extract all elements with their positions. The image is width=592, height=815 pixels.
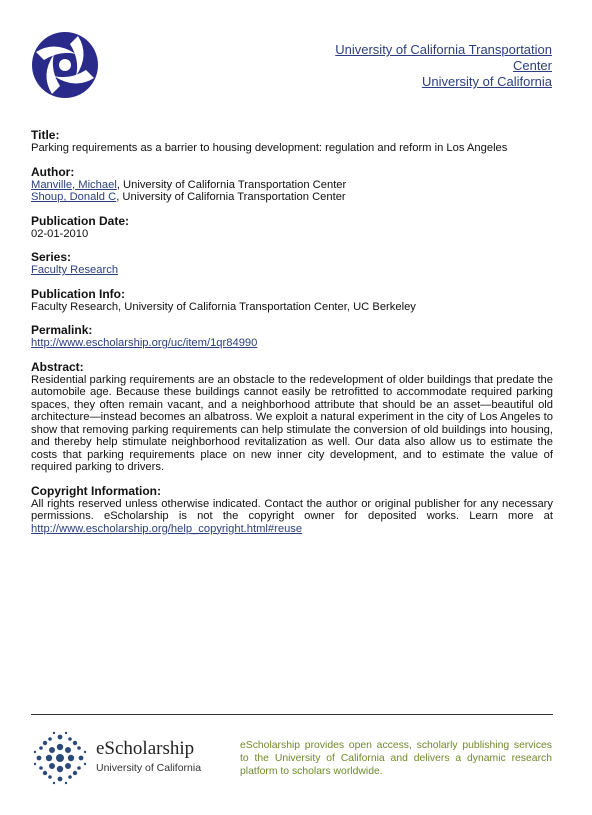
escholarship-subtitle: University of California	[96, 762, 202, 774]
publication-info-label: Publication Info:	[31, 286, 125, 301]
institution-link-center[interactable]: Center	[512, 58, 552, 73]
author-affiliation: , University of California Transportation Center	[116, 178, 347, 191]
permalink-link[interactable]: http://www.escholarship.org/uc/item/1qr84990	[31, 337, 258, 349]
series-label: Series:	[31, 250, 72, 264]
abstract-text: Residential parking requirements are an obstacle to the redevelopment of older buildings that predate the automobile age. Because these buildings cannot easily be retrofitted to accommodate required parking spaces, they often remain vacant, and a neighborhood attribute that should be an asset—beautiful old architecture—instead becomes an albatross. We exploit a natural experiment in the city of Los Angeles to show that removing parking requirements can help stimulate the conversion of old buildings into housing, and thereby help stimulate neighborhood revitalization as well. Our data also allow us to estimate the costs that parking requirements place on new inner city development, and to estimate the value of required parking to drivers.	[31, 373, 553, 473]
copyright-body: All rights reserved unless otherwise indicated. Contact the author or original publisher for any necessary permissions. eScholarship is not the copyright owner for deposited works. Learn more at	[31, 497, 553, 522]
publication-date: 02-01-2010	[31, 227, 89, 240]
author-line	[31, 191, 553, 204]
publication-info: Faculty Research, University of California Transportation Center, UC Berkeley	[31, 300, 416, 313]
series-line	[31, 264, 553, 277]
copyright-link[interactable]: http://www.escholarship.org/help_copyright.html#reuse	[31, 522, 303, 535]
escholarship-brand: eScholarship	[96, 738, 195, 759]
author-link[interactable]: Shoup, Donald C	[31, 191, 117, 203]
footer-divider	[31, 714, 553, 715]
author-affiliation: , University of California Transportation Center	[116, 191, 346, 203]
institution-links	[335, 42, 552, 90]
record-metadata	[31, 128, 553, 535]
escholarship-logo-icon	[32, 730, 88, 786]
title-label: Title:	[31, 128, 60, 142]
author-label: Author:	[31, 164, 75, 179]
institution-link-uc[interactable]: University of California	[421, 74, 552, 89]
institution-link-uctc[interactable]: University of California Transportation	[335, 42, 552, 57]
abstract-label: Abstract:	[31, 359, 84, 374]
series-link[interactable]: Faculty Research	[31, 264, 119, 276]
publication-date-label: Publication Date:	[31, 213, 130, 228]
permalink-label: Permalink:	[31, 323, 93, 337]
escholarship-description: eScholarship provides open access, scholarly publishing services to the University of California and delivers a dynamic research platform to scholars worldwide.	[240, 740, 552, 777]
author-link[interactable]: Manville, Michael	[31, 178, 117, 191]
copyright-text	[31, 498, 553, 536]
paper-title: Parking requirements as a barrier to housing development: regulation and reform in Los Angeles	[31, 142, 508, 154]
copyright-label: Copyright Information:	[31, 483, 161, 498]
author-line	[31, 179, 553, 192]
permalink-line	[31, 337, 553, 350]
uc-transportation-center-logo	[30, 30, 100, 100]
